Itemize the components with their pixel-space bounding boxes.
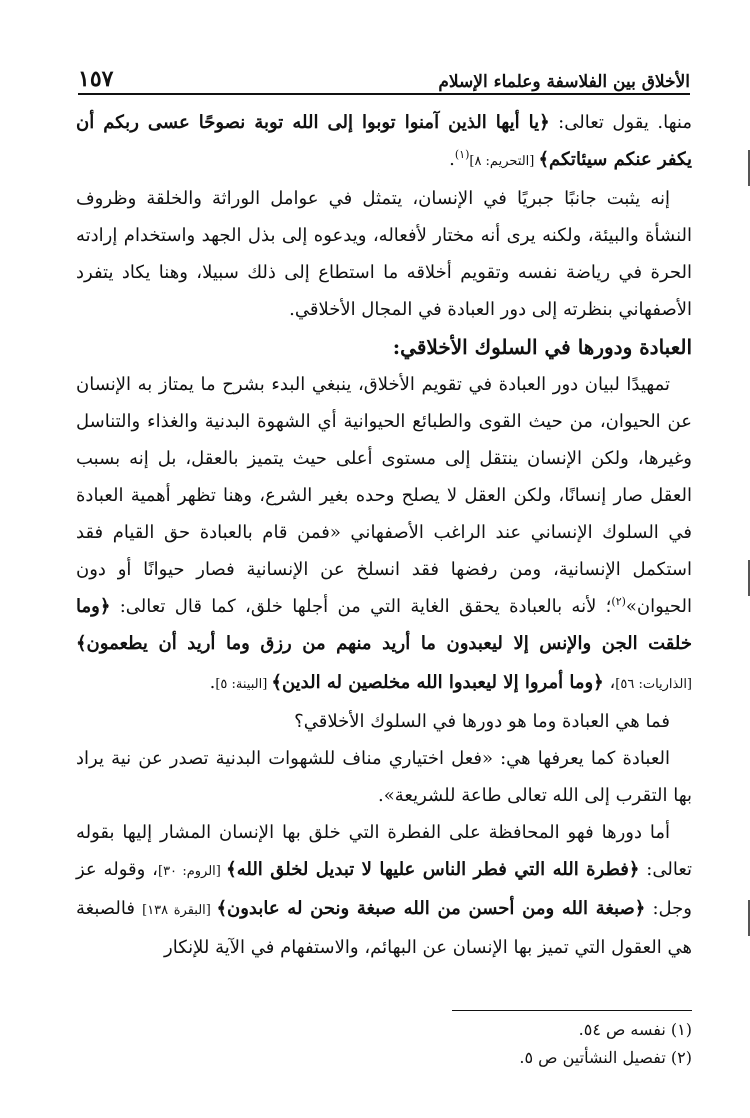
- quran-verse: ﴿وما خلقت الجن والإنس إلا ليعبدون ما أريد منهم من رزق وما أريد أن يطعمون﴾: [76, 596, 692, 654]
- quran-verse: ﴿صبغة الله ومن أحسن من الله صبغة ونحن له عابدون﴾: [216, 898, 646, 919]
- footnote-marker: (١): [454, 148, 470, 161]
- paragraph-6: [76, 814, 692, 966]
- page-header: [78, 52, 690, 92]
- section-heading: العبادة ودورها في السلوك الأخلاقي:: [392, 335, 692, 359]
- verse-reference: [البينة: ٥]: [215, 677, 272, 692]
- header-divider: [78, 93, 690, 95]
- text-run: ،: [603, 672, 616, 693]
- footnote-2: (٢) تفصيل النشأتين ص ٥.: [519, 1048, 692, 1067]
- footnote-marker: (٢): [611, 595, 626, 608]
- text-run: فالصبغة هي العقول التي تميز بها الإنسان عن البهائم، والاستفهام في الآية للإنكار: [76, 898, 692, 958]
- quran-verse: ﴿فطرة الله التي فطر الناس عليها لا تبديل لخلق الله﴾: [226, 859, 640, 880]
- footnote-1: (١) نفسه ص ٥٤.: [578, 1020, 692, 1039]
- paragraph-5: العبادة كما يعرفها هي: «فعل اختياري مناف للشهوات البدنية تصدر عن نية يراد بها التقرب إلى الله تعالى طاعة للشريعة».: [76, 748, 692, 806]
- paragraph-3: [76, 366, 692, 703]
- verse-reference: [الذاريات: ٥٦]: [615, 677, 692, 692]
- text-run: منها. يقول تعالى:: [549, 112, 692, 133]
- footnotes: [76, 1016, 692, 1072]
- text-run: تمهيدًا لبيان دور العبادة في تقويم الأخلاق، ينبغي البدء بشرح ما يمتاز به الإنسان عن الحيوان، من حيث القوى والطبائع الحيوانية أي الشهوة البدنية والغذاء والتناسل وغيرها، ولكن الإنسان ينتقل إلى مستوى أعلى حيث يتميز بالعقل، بل إنه بسبب العقل صار إنسانًا، ولكن العقل لا يصلح وحده بغير الشرع، وهنا تظهر أهمية العبادة في السلوك الإنساني عند الراغب الأصفهاني «فمن قام بالعبادة حق القيام فقد استكمل الإنسانية، ومن رفضها فقد انسلخ عن الإنسانية فصار حيوانًا أو دون الحيوان»: [76, 374, 692, 617]
- text-run: ؛ لأنه بالعبادة يحقق الغاية التي من أجلها خلق، كما قال تعالى:: [110, 596, 612, 617]
- text-run: ، وقوله عز وجل:: [76, 859, 692, 919]
- footnote-divider: [452, 1010, 692, 1011]
- paragraph-1: [76, 104, 692, 180]
- main-text: [76, 104, 692, 966]
- text-run: .: [209, 672, 216, 693]
- text-run: أما دورها فهو المحافظة على الفطرة التي خلق بها الإنسان المشار إليها بقوله تعالى:: [76, 822, 693, 880]
- verse-reference: [البقرة ١٣٨]: [142, 903, 217, 918]
- quran-verse: ﴿وما أمروا إلا ليعبدوا الله مخلصين له الدين﴾: [271, 672, 604, 693]
- paragraph-4: فما هي العبادة وما هو دورها في السلوك الأخلاقي؟: [294, 711, 670, 732]
- paragraph-2: إنه يثبت جانبًا جبريًا في الإنسان، يتمثل في عوامل الوراثة والخلقة وظروف النشأة والبيئة، ولكنه يرى أنه مختار لأفعاله، ويدعوه إلى بذل الجهد واستخدام إرادته الحرة في رياضة نفسه وتقويم أخلاقه ما استطاع إلى ذلك سبيلا، وهنا يكاد يتفرد الأصفهاني بنظرته إلى دور العبادة في المجال الأخلاقي.: [76, 188, 692, 320]
- verse-reference: [الروم: ٣٠]: [157, 864, 227, 879]
- page-number: ١٥٧: [78, 66, 114, 92]
- verse-reference: [التحريم: ٨]: [469, 154, 539, 169]
- text-run: .: [449, 149, 455, 170]
- quran-verse: ﴿يا أيها الذين آمنوا توبوا إلى الله توبة نصوحًا عسى ربكم أن يكفر عنكم سيئاتكم﴾: [76, 112, 692, 170]
- running-title: الأخلاق بين الفلاسفة وعلماء الإسلام: [438, 72, 690, 92]
